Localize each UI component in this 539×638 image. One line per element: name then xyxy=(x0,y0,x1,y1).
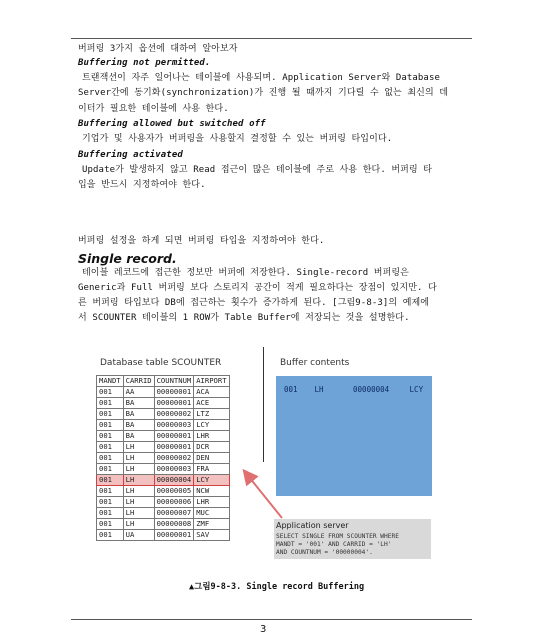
column-header: COUNTNUM xyxy=(154,376,194,387)
column-header: CARRID xyxy=(123,376,154,387)
text-line: 서 SCOUNTER 테이블의 1 ROW가 Table Buffer에 저장되는 것을 설명한다. xyxy=(78,313,410,323)
bottom-rule xyxy=(71,619,472,620)
table-cell: BA xyxy=(123,398,154,409)
table-cell: UA xyxy=(123,530,154,541)
table-cell: 00000001 xyxy=(154,398,194,409)
app-server-title: Application server xyxy=(276,521,349,530)
text-line: 기업가 및 사용자가 버퍼링을 사용할지 결정할 수 있는 버퍼링 타입이다. xyxy=(82,134,393,144)
table-cell: 001 xyxy=(97,453,124,464)
table-cell: ACE xyxy=(194,398,229,409)
table-cell: AA xyxy=(123,387,154,398)
page-number: 3 xyxy=(260,624,267,635)
table-cell: LHR xyxy=(194,497,229,508)
text-line: 트랜잭션이 자주 일어나는 테이블에 사용되며. Application Server와 Database xyxy=(82,73,440,83)
table-cell: LCY xyxy=(194,420,229,431)
table-cell: LCY xyxy=(194,475,229,486)
table-cell: 00000003 xyxy=(154,420,194,431)
table-cell: 001 xyxy=(97,497,124,508)
table-cell: 00000006 xyxy=(154,497,194,508)
caption-bullet-icon: ▲ xyxy=(189,582,195,592)
buffer-cell: 001 xyxy=(284,385,298,394)
table-cell: ZMF xyxy=(194,519,229,530)
table-cell: LH xyxy=(123,464,154,475)
buffer-cell: 00000004 xyxy=(353,385,390,394)
sql-line: MANDT = '001' AND CARRID = 'LH' xyxy=(276,541,392,548)
table-cell: 00000005 xyxy=(154,486,194,497)
table-cell: LH xyxy=(123,519,154,530)
table-cell: DEN xyxy=(194,453,229,464)
table-cell: 001 xyxy=(97,409,124,420)
buffer-cell: LCY xyxy=(409,385,424,394)
table-cell: 001 xyxy=(97,519,124,530)
table-cell: 001 xyxy=(97,464,124,475)
table-cell: 001 xyxy=(97,387,124,398)
table-cell: 001 xyxy=(97,530,124,541)
figure-caption xyxy=(189,580,364,592)
subheading-not-permitted: Buffering not permitted. xyxy=(78,58,211,68)
table-cell: 00000001 xyxy=(154,442,194,453)
table-cell: 001 xyxy=(97,508,124,519)
table-cell: LH xyxy=(123,486,154,497)
table-cell: 00000001 xyxy=(154,530,194,541)
subheading-allowed-switched-off: Buffering allowed but switched off xyxy=(78,119,266,129)
text-line: Update가 발생하지 않고 Read 접근이 많은 테이블에 주로 사용 한다. 버퍼링 타 xyxy=(82,165,433,175)
table-cell: LH xyxy=(123,442,154,453)
table-cell: 00000007 xyxy=(154,508,194,519)
text-line: 른 버퍼링 타입보다 DB에 접근하는 횟수가 증가하게 된다. [그림9-8-3]의 예제에 xyxy=(78,298,430,308)
subheading-activated: Buffering activated xyxy=(78,150,183,160)
table-cell: 00000004 xyxy=(154,475,194,486)
text-line: 테이블 레코드에 접근한 정보만 버퍼에 저장한다. Single-record 버퍼링은 xyxy=(82,268,409,278)
table-cell: BA xyxy=(123,409,154,420)
table-cell: 001 xyxy=(97,442,124,453)
table-cell: 001 xyxy=(97,398,124,409)
table-cell: FRA xyxy=(194,464,229,475)
buffer-title: Buffer contents xyxy=(280,358,350,368)
section-heading: Single record. xyxy=(78,251,177,266)
application-server-box xyxy=(274,519,431,559)
table-cell: LH xyxy=(123,497,154,508)
column-header: AIRPORT xyxy=(194,376,229,387)
text-line: 이터가 필요한 테이블에 사용 한다. xyxy=(78,104,229,114)
table-cell: DCR xyxy=(194,442,229,453)
table-cell: 00000008 xyxy=(154,519,194,530)
table-cell: LH xyxy=(123,475,154,486)
table-cell: LTZ xyxy=(194,409,229,420)
arrow-icon xyxy=(245,472,282,518)
table-cell: 001 xyxy=(97,475,124,486)
table-cell: SAV xyxy=(194,530,229,541)
caption-text: 그림9-8-3. Single record Buffering xyxy=(194,582,365,592)
sql-line: SELECT SINGLE FROM SCOUNTER WHERE xyxy=(276,533,399,540)
table-cell: 00000003 xyxy=(154,464,194,475)
table-cell: 001 xyxy=(97,486,124,497)
table-cell: 001 xyxy=(97,431,124,442)
table-cell: 00000001 xyxy=(154,431,194,442)
table-cell: LHR xyxy=(194,431,229,442)
text-line: Server간에 동기화(synchronization)가 진행 될 때까지 기다릴 수 없는 최신의 데 xyxy=(78,88,449,98)
table-cell: ACA xyxy=(194,387,229,398)
table-cell: 00000002 xyxy=(154,409,194,420)
db-table-title: Database table SCOUNTER xyxy=(100,358,222,368)
table-cell: BA xyxy=(123,431,154,442)
text-line: 입을 반드시 지정하여야 한다. xyxy=(78,180,206,190)
table-cell: LH xyxy=(123,508,154,519)
text-line: Generic과 Full 버퍼링 보다 스토리지 공간이 적게 필요하다는 장점이 있지만. 다 xyxy=(78,283,437,293)
table-cell: 00000001 xyxy=(154,387,194,398)
buffer-cell: LH xyxy=(314,385,324,394)
table-cell: LH xyxy=(123,453,154,464)
table-cell: BA xyxy=(123,420,154,431)
text-line: 버퍼링 3가지 옵션에 대하여 알아보자 xyxy=(78,44,238,54)
table-cell: NCW xyxy=(194,486,229,497)
text-line: 버퍼링 설정을 하게 되면 버퍼링 타입을 지정하여야 한다. xyxy=(78,236,325,246)
table-cell: 001 xyxy=(97,420,124,431)
sql-line: AND COUNTNUM = '00000004'. xyxy=(276,549,373,556)
column-header: MANDT xyxy=(97,376,124,387)
table-cell: 00000002 xyxy=(154,453,194,464)
table-cell: MUC xyxy=(194,508,229,519)
